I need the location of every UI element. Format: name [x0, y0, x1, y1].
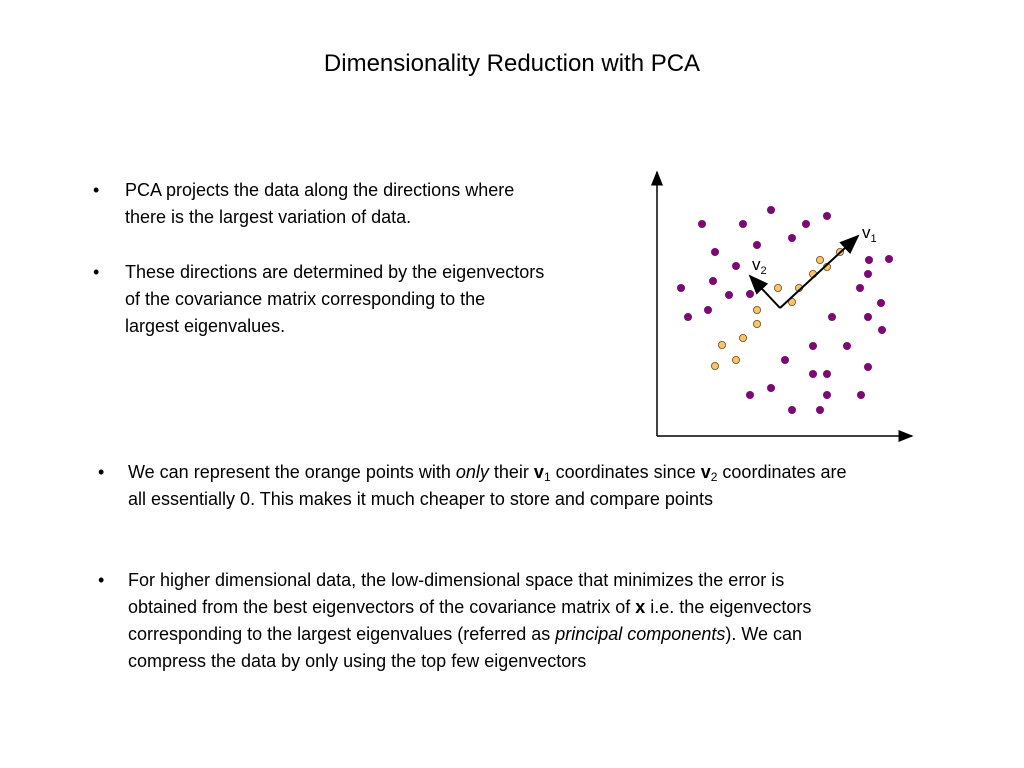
pca-scatter-diagram	[640, 160, 930, 450]
purple-point	[677, 284, 685, 292]
bullet-dot: •	[98, 570, 105, 590]
purple-point	[877, 299, 885, 307]
bullet-line	[128, 459, 988, 486]
purple-point	[746, 290, 754, 298]
bullet-pca-projects	[93, 177, 615, 231]
bullet-line: compress the data by only using the top few eigenvectors	[128, 651, 587, 671]
v2-label-subscript: 2	[760, 265, 767, 277]
v1-label-subscript: 1	[870, 233, 877, 245]
orange-point	[753, 306, 760, 313]
purple-point	[823, 212, 831, 220]
bullet-dot: •	[93, 180, 100, 200]
v1-label-letter: v	[862, 223, 871, 242]
purple-point	[857, 391, 865, 399]
bullet-line: all essentially 0. This makes it much cheaper to store and compare points	[128, 489, 713, 509]
purple-point	[732, 262, 740, 270]
subscript-2: 2	[710, 470, 718, 484]
purple-point	[878, 326, 886, 334]
purple-point	[828, 313, 836, 321]
purple-point	[767, 206, 775, 214]
text-run: coordinates are	[717, 462, 847, 482]
purple-point	[816, 406, 824, 414]
purple-point	[684, 313, 692, 321]
text-run: coordinates since	[550, 462, 701, 482]
purple-point	[809, 370, 817, 378]
purple-point	[739, 220, 747, 228]
v2-label-letter: v	[752, 255, 761, 274]
orange-point	[732, 356, 739, 363]
purple-point	[746, 391, 754, 399]
purple-point	[753, 241, 761, 249]
v1-label	[862, 223, 877, 245]
emphasis-principal-components: principal components	[555, 624, 726, 644]
v1-arrow	[780, 236, 858, 308]
purple-points	[677, 206, 893, 414]
text-run: obtained from the best eigenvectors of the covariance matrix of	[128, 597, 636, 617]
slide-title: Dimensionality Reduction with PCA	[323, 50, 701, 77]
bullet-line: largest eigenvalues.	[125, 316, 286, 336]
orange-point	[711, 362, 718, 369]
bullet-line: of the covariance matrix corresponding to the	[125, 289, 486, 309]
emphasis-only: only	[455, 462, 489, 482]
orange-point	[739, 334, 746, 341]
bullet-higher-dimensional	[98, 567, 988, 675]
orange-point	[816, 256, 823, 263]
purple-point	[885, 255, 893, 263]
purple-point	[856, 284, 864, 292]
orange-point	[753, 320, 760, 327]
subscript-1: 1	[543, 470, 551, 484]
purple-point	[788, 406, 796, 414]
purple-point	[711, 248, 719, 256]
purple-point	[823, 370, 831, 378]
purple-point	[865, 256, 873, 264]
v2-arrow	[750, 276, 780, 308]
vector-v1: v	[533, 462, 544, 482]
purple-point	[781, 356, 789, 364]
bullet-line: there is the largest variation of data.	[125, 207, 412, 227]
vector-v2: v	[700, 462, 711, 482]
bullet-line: These directions are determined by the eigenvectors	[125, 262, 545, 282]
orange-point	[774, 284, 781, 291]
text-run: We can represent the orange points with	[128, 462, 456, 482]
purple-point	[725, 291, 733, 299]
v2-label	[752, 255, 767, 277]
bullet-line: PCA projects the data along the directions where	[125, 180, 515, 200]
purple-point	[864, 270, 872, 278]
purple-point	[864, 313, 872, 321]
purple-point	[767, 384, 775, 392]
bullet-line	[128, 621, 988, 648]
purple-point	[698, 220, 706, 228]
purple-point	[802, 220, 810, 228]
orange-point	[718, 341, 725, 348]
bullet-line: For higher dimensional data, the low-dimensional space that minimizes the error is	[128, 570, 785, 590]
purple-point	[843, 342, 851, 350]
text-run: ). We can	[725, 624, 803, 644]
bullet-line	[128, 594, 988, 621]
vector-x: x	[635, 597, 646, 617]
bullet-eigenvectors	[93, 259, 615, 340]
text-run: their	[488, 462, 534, 482]
bullet-dot: •	[98, 462, 105, 482]
purple-point	[823, 391, 831, 399]
bullet-orange-points	[98, 459, 988, 513]
purple-point	[809, 342, 817, 350]
purple-point	[704, 306, 712, 314]
text-run: i.e. the eigenvectors	[645, 597, 812, 617]
purple-point	[709, 277, 717, 285]
purple-point	[788, 234, 796, 242]
text-run: corresponding to the largest eigenvalues (referred as	[128, 624, 556, 644]
bullet-dot: •	[93, 262, 100, 282]
purple-point	[864, 363, 872, 371]
